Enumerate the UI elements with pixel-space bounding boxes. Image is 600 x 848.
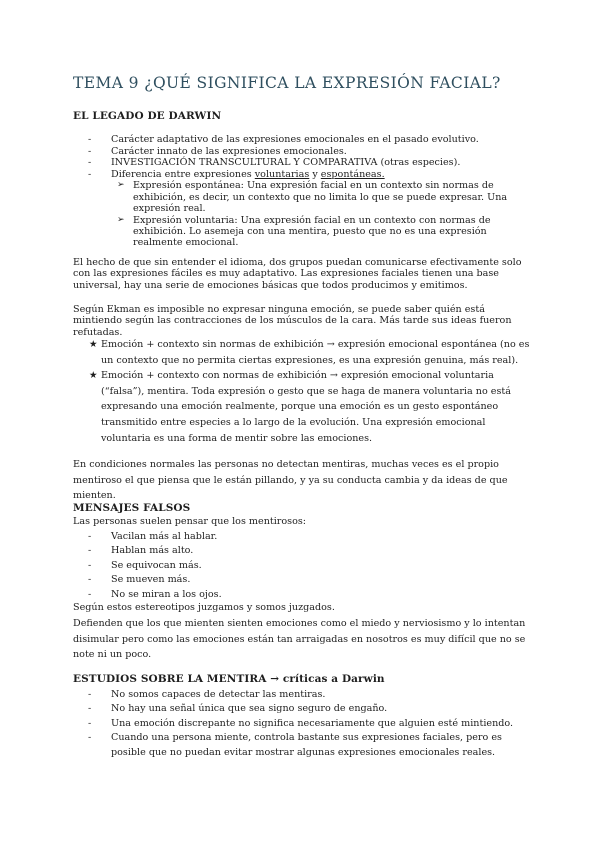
paragraph: Según Ekman es imposible no expresar ninguna emoción, se puede saber quién está mintiendo según las contracciones de los músculos de la cara. Más tarde sus ideas fueron refutadas. bbox=[73, 304, 512, 338]
list-item: - INVESTIGACIÓN TRANSCULTURAL Y COMPARATIVA (otras especies). bbox=[88, 157, 461, 169]
paragraph: En condiciones normales las personas no detectan mentiras, muchas veces es el propio mentiroso el que piensa que le están pillando, y ya su conducta cambia y da ideas de que mienten. bbox=[73, 459, 508, 502]
paragraph: Según estos estereotipos juzgamos y somos juzgados. bbox=[73, 602, 335, 613]
section-heading-darwin: EL LEGADO DE DARWIN bbox=[73, 110, 222, 122]
list-item: - Carácter innato de las expresiones emocionales. bbox=[88, 145, 347, 157]
paragraph: Defienden que los que mienten sienten emociones como el miedo y nerviosismo y lo intentan disimular pero como las emociones están tan arraigadas en nosotros es muy difícil que no se note ni un poco. bbox=[73, 618, 526, 661]
list-item: - Se mueven más. bbox=[88, 574, 191, 586]
list-item: - Vacilan más al hablar. bbox=[88, 531, 218, 542]
paragraph: Las personas suelen pensar que los mentirosos: bbox=[73, 516, 307, 527]
list-item: ★ Emoción + contexto con normas de exhibición → expresión emocional voluntaria (“falsa”), mentira. Toda expresión o gesto que se haga de manera voluntaria no está expresando una emoción realmente, porque una emoción es un gesto espontáneo transmitido entre especies a lo largo de la evolución. Una expresión emocional voluntaria es una forma de mentir sobre las emociones. bbox=[89, 370, 511, 444]
expression-types-list bbox=[111, 180, 533, 248]
paragraph: El hecho de que sin entender el idioma, dos grupos puedan comunicarse efectivamente solo con las expresiones fáciles es muy adaptativo. Las expresiones faciales tienen una base universal, hay una serie de emociones básicas que todos producimos y emitimos. bbox=[73, 257, 522, 291]
list-item: - No hay una señal única que sea signo seguro de engaño. bbox=[88, 703, 388, 715]
list-item: - Una emoción discrepante no significa necesariamente que alguien esté mintiendo. bbox=[88, 717, 514, 729]
list-item: - Carácter adaptativo de las expresiones emocionales en el pasado evolutivo. bbox=[88, 134, 479, 145]
darwin-list bbox=[73, 134, 533, 249]
list-item: - Hablan más alto. bbox=[88, 545, 194, 557]
section-heading-lie-studies: ESTUDIOS SOBRE LA MENTIRA → críticas a Darwin bbox=[73, 673, 385, 685]
list-item: - Se equivocan más. bbox=[88, 559, 202, 571]
emotion-context-list bbox=[73, 337, 533, 446]
list-item: ➢ Expresión espontánea: Una expresión facial en un contexto sin normas de exhibición, es decir, un contexto que no limita lo que se puede expresar. Una expresión real. bbox=[117, 180, 508, 215]
section-heading-false-messages: MENSAJES FALSOS bbox=[73, 502, 191, 514]
list-item: - Diferencia entre expresiones voluntarias y espontáneas. ➢ Expresión espontánea: Una expresión facial en un contexto sin normas de exhibición, es decir, un contexto que no limita lo que se puede expresar. Una expresión real. ➢ Expresión voluntaria: Una expresión facial en un contexto con normas de exhibición. Lo asemeja con una mentira, puesto que no es una expresión realmente emocional. bbox=[73, 169, 533, 249]
list-item: ➢ Expresión voluntaria: Una expresión facial en un contexto con normas de exhibición. Lo asemeja con una mentira, puesto que no es una expresión realmente emocional. bbox=[117, 214, 491, 249]
list-item: ★ Emoción + contexto sin normas de exhibición → expresión emocional espontánea (no es un contexto que no permita ciertas expresiones, es una expresión genuina, más real). bbox=[89, 339, 530, 366]
list-item: - Cuando una persona miente, controla bastante sus expresiones faciales, pero es posible que no puedan evitar mostrar algunas expresiones emocionales reales. bbox=[88, 732, 502, 758]
list-item: - No se miran a los ojos. bbox=[88, 588, 222, 600]
list-item: - No somos capaces de detectar las mentiras. bbox=[88, 689, 326, 700]
liar-stereotypes-list bbox=[73, 530, 533, 602]
lie-studies-list bbox=[73, 688, 533, 760]
page-title: TEMA 9 ¿QUÉ SIGNIFICA LA EXPRESIÓN FACIAL? bbox=[73, 74, 501, 92]
